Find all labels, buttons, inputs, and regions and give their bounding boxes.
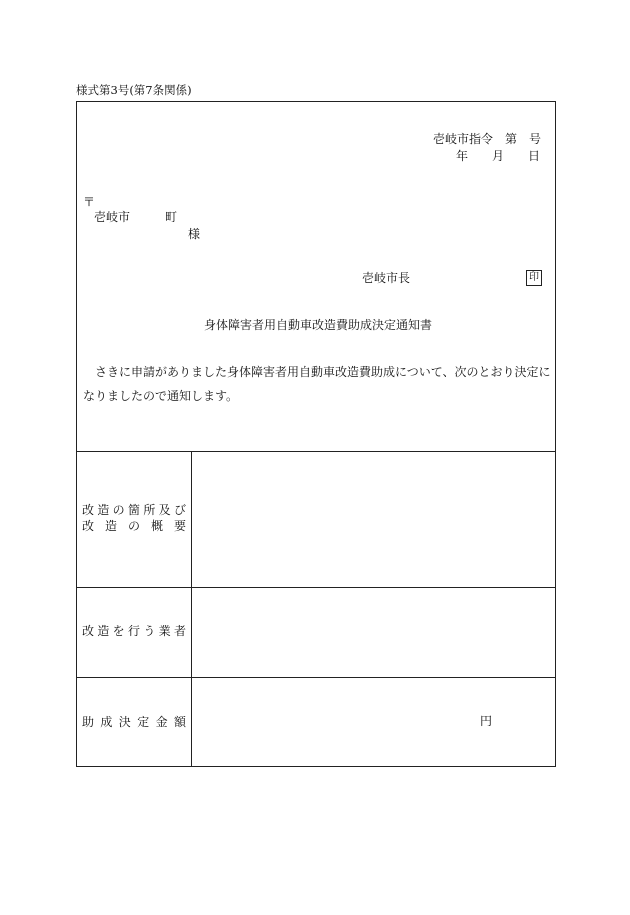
notice-body: さきに申請がありました身体障害者用自動車改造費助成について、次のとおり決定になりましたので通知します。 [83, 365, 551, 403]
form-number-label: 様式第3号(第7条関係) [76, 83, 192, 97]
renovation-label-line1: 改造の箇所及び [82, 503, 186, 517]
recipient-town: 町 [165, 210, 178, 224]
recipient-honorific: 様 [188, 227, 201, 241]
renovation-label-line2: 改造の概要 [82, 519, 186, 533]
label-column-divider [191, 451, 192, 766]
row-divider-1 [77, 587, 555, 588]
amount-label: 助成決定金額 [82, 715, 186, 729]
document-title: 身体障害者用自動車改造費助成決定通知書 [204, 318, 433, 332]
notice-frame [76, 101, 556, 767]
issue-date: 年 月 日 [456, 149, 541, 163]
row-divider-2 [77, 677, 555, 678]
directive-number: 壱岐市指令 第 号 [433, 132, 542, 146]
seal-mark: 印 [526, 270, 542, 286]
contractor-label: 改造を行う業者 [82, 624, 186, 638]
yen-unit: 円 [480, 714, 493, 728]
issuer-title: 壱岐市長 [362, 271, 411, 285]
postal-mark: 〒 [83, 195, 96, 209]
recipient-city: 壱岐市 [94, 210, 131, 224]
table-top-border [77, 451, 555, 452]
